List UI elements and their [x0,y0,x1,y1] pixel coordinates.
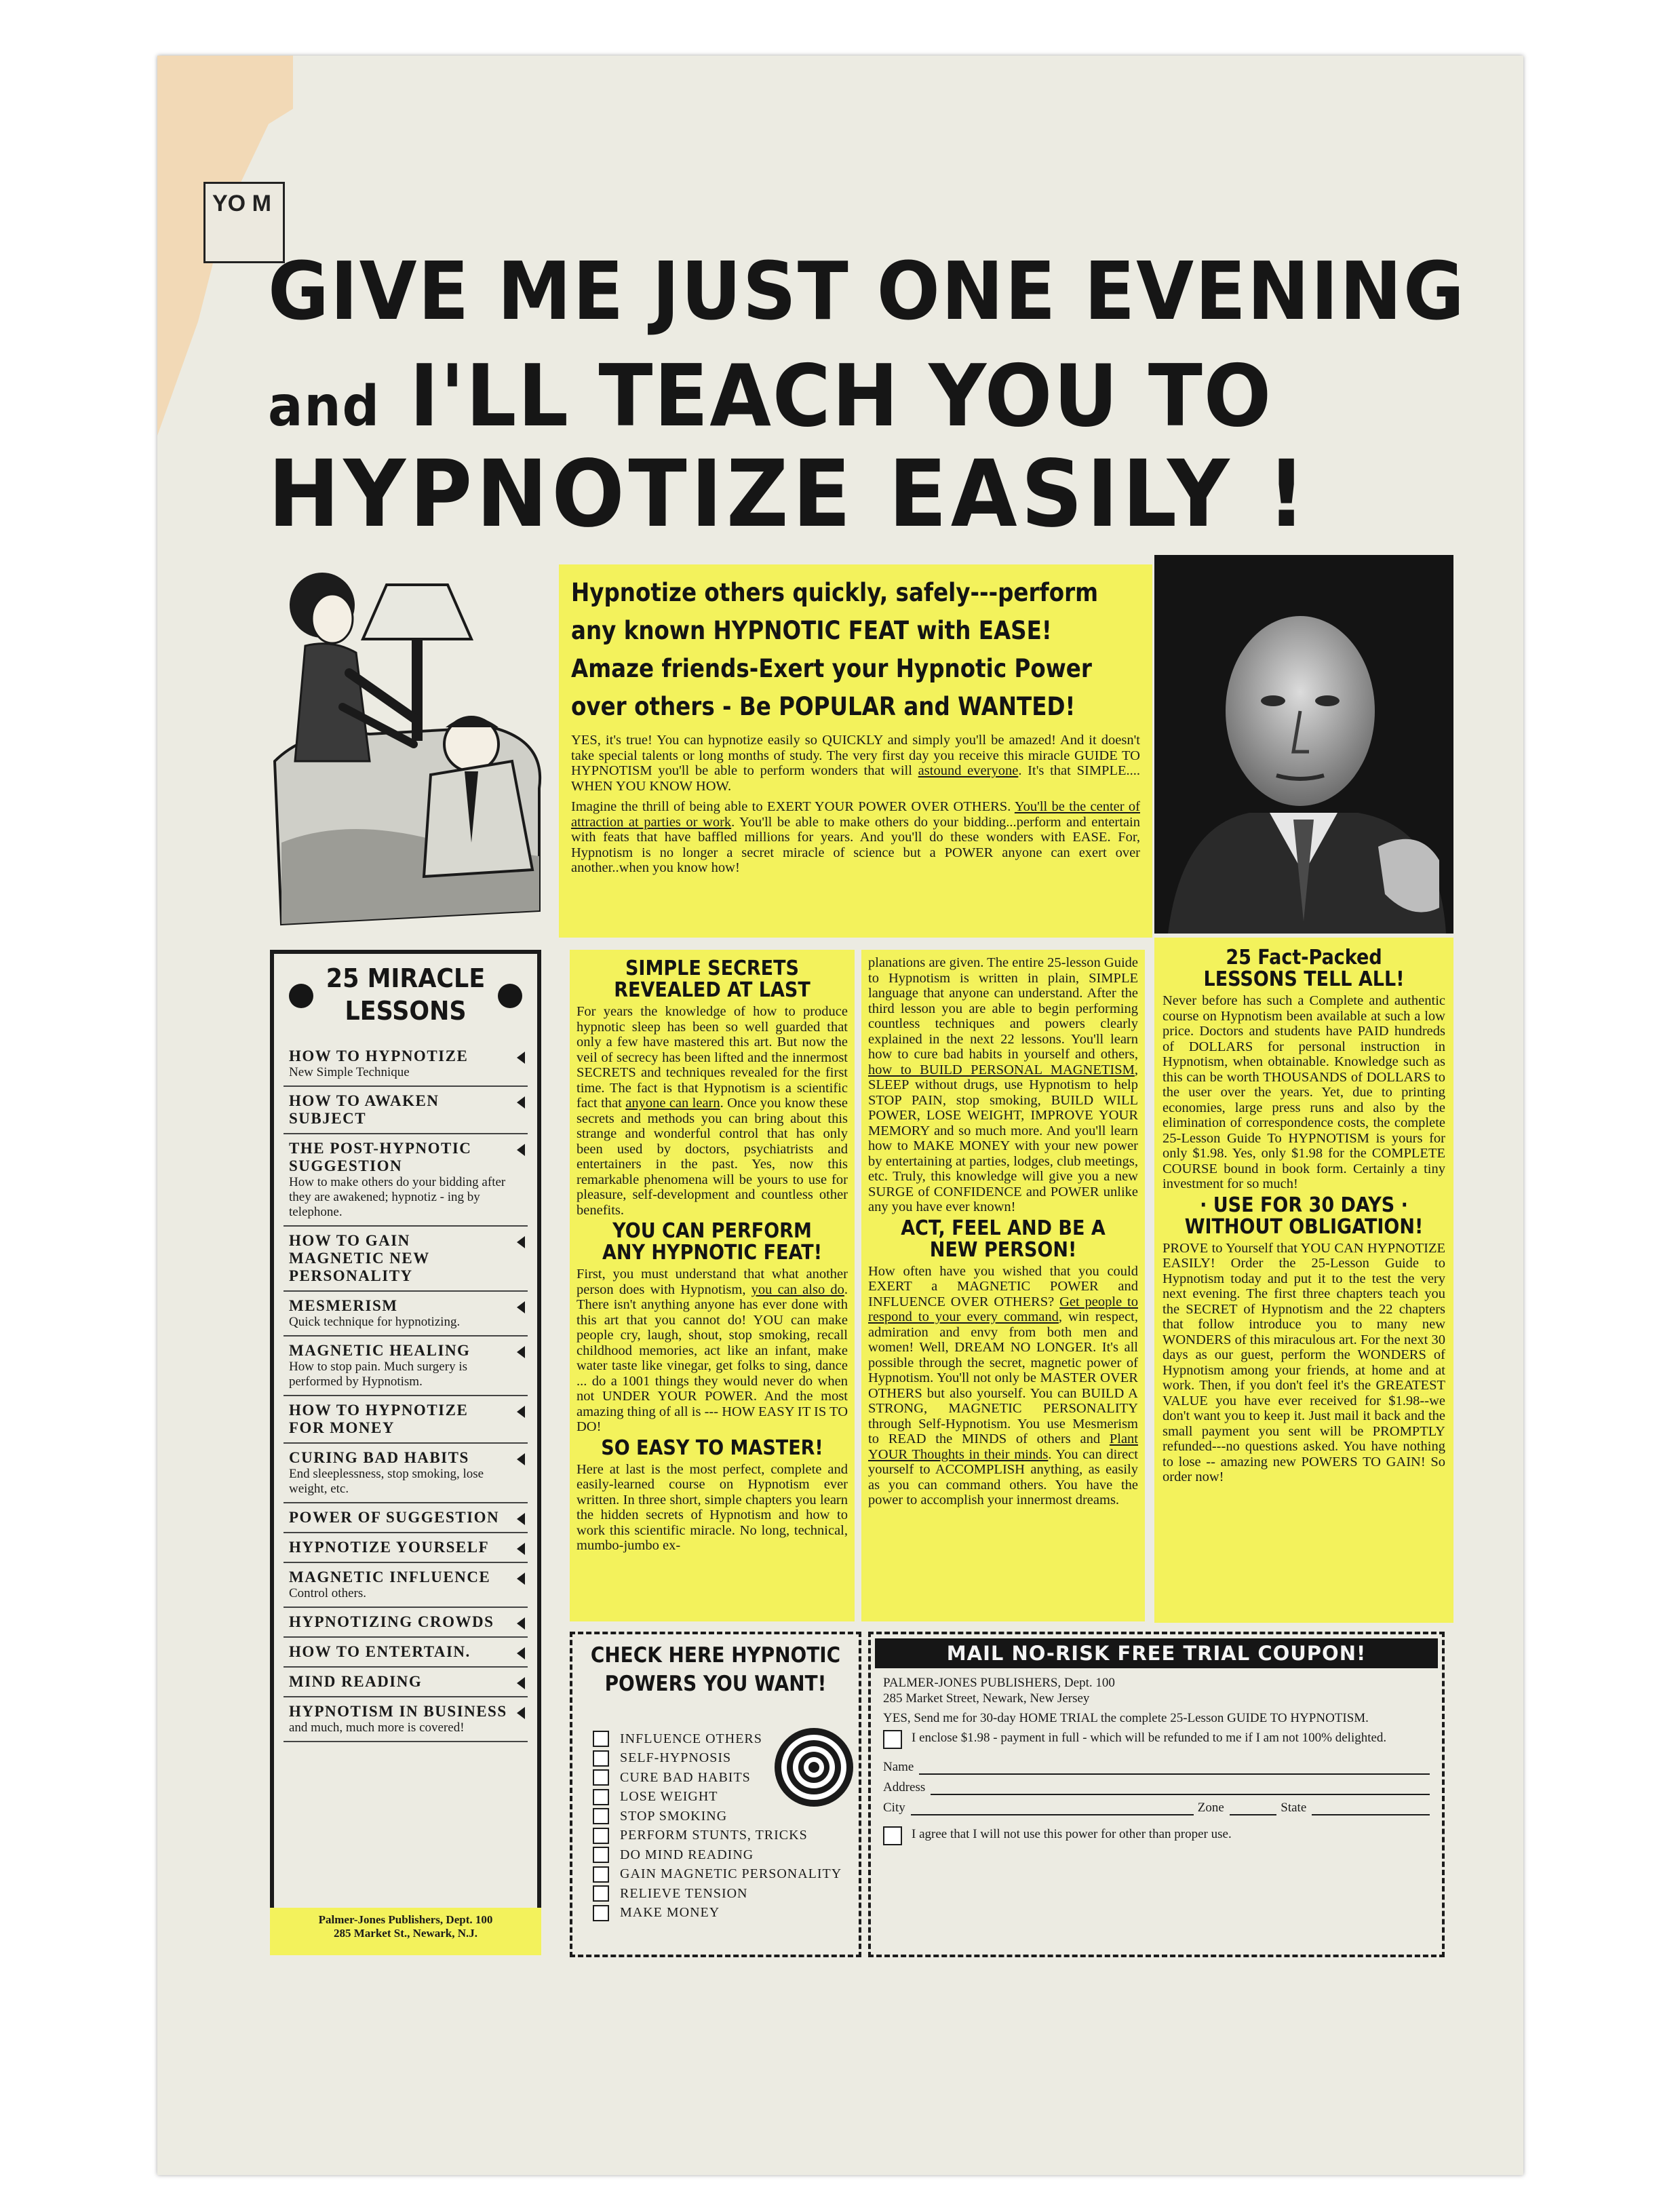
miracle-lessons-box [270,950,541,1955]
intro-p2-end: . You'll be able to make others do your bidding...perform and entertain with feats that have baffled millions for years. And you'll do these wonders with EASE. For, Hypnotism is no longer a secret miracle of science but a POWER anyone can exert over another..when you know how! [571,814,1140,875]
city-field[interactable] [911,1801,1194,1815]
checkbox[interactable] [593,1750,609,1767]
lesson-item [284,1608,528,1638]
coupon-publisher: PALMER-JONES PUBLISHERS, Dept. 100 [883,1676,1115,1690]
intro-paragraph-1 [571,733,1140,794]
checkbox[interactable] [593,1789,609,1805]
checklist-label: LOSE WEIGHT [620,1789,718,1805]
intro-panel [559,564,1152,938]
intro-p2-text: Imagine the thrill of being able to EXERT YOUR POWER OVER OTHERS. [571,799,1011,814]
pointer-arrow-icon [517,1301,525,1313]
secrets-underline: anyone can learn [625,1096,720,1111]
pointer-arrow-icon [517,1677,525,1689]
lesson-item [284,1533,528,1563]
checklist-label: MAKE MONEY [620,1905,720,1921]
heading-easy-to-master: SO EASY TO MASTER! [601,1436,823,1460]
intro-p2-underline: You'll be the center of attraction at parties or work [571,799,1140,830]
newperson-mid: , win respect, admiration and envy from both men and women! Well, DREAM NO LONGER. It's all possible through the secret, magnetic power of Hypnotism. You'll not only be MASTER OVER OTHERS but also yourself. You can BUILD A STRONG, MAGNETIC PERSONALITY through Self-Hypnotism. You use Mesmerism to READ the MINDS of others and [868,1309,1139,1446]
hypnotic-spiral-icon [773,1727,855,1808]
checkbox[interactable] [593,1905,609,1921]
lesson-description: New Simple Technique [289,1065,410,1079]
column-secrets [570,950,855,1621]
lesson-item [284,1087,528,1134]
zone-label: Zone [1197,1801,1224,1815]
zone-field[interactable] [1230,1801,1277,1815]
lesson-title: MAGNETIC HEALING [289,1342,471,1359]
state-field[interactable] [1312,1801,1430,1815]
lesson-title: HYPNOTISM IN BUSINESS [289,1703,507,1720]
headline-line-2 [268,346,1365,446]
lesson-description: End sleeplessness, stop smoking, lose weight, etc. [289,1467,484,1496]
hypnosis-illustration [268,558,553,938]
footer-publisher: Palmer-Jones Publishers, Dept. 100 [318,1913,493,1926]
lesson-item [284,1638,528,1668]
lesson-description: and much, much more is covered! [289,1720,465,1735]
lesson-description: How to stop pain. Much surgery is performed by Hypnotism. [289,1360,467,1389]
headline-and: and [268,374,380,439]
lesson-title: CURING BAD HABITS [289,1449,469,1466]
column-fact-packed [1154,938,1453,1623]
lesson-item [284,1337,528,1396]
headline-teach: I'LL TEACH YOU TO [409,346,1273,446]
checklist-item[interactable] [593,1807,842,1826]
lesson-title: HOW TO AWAKEN SUBJECT [289,1092,439,1127]
lesson-item [284,1697,528,1742]
address-label: Address [883,1780,926,1794]
checkbox[interactable] [593,1828,609,1844]
intro-headline-4: over others - Be POPULAR and WANTED! [571,692,1076,721]
checklist-heading: CHECK HERE HYPNOTIC POWERS YOU WANT! [590,1643,841,1696]
pointer-arrow-icon [517,1346,525,1358]
paragraph-feat [577,1267,848,1435]
checklist-label: RELIEVE TENSION [620,1885,748,1901]
corner-fragment: YO M [203,182,285,263]
pointer-arrow-icon [517,1543,525,1555]
lesson-item [284,1292,528,1337]
pointer-arrow-icon [517,1052,525,1064]
lesson-title: MESMERISM [289,1297,398,1314]
hypnotist-portrait [1154,555,1453,934]
checklist-label: CURE BAD HABITS [620,1769,751,1785]
paragraph-secrets [577,1004,848,1218]
paragraph-30-days: PROVE to Yourself that YOU CAN HYPNOTIZE EASILY! Order the 25-Lesson Guide to Hypnotism today and put it to the test the very next evening. The first three chapters teach you the SECRET of Hypnotism and the 22 chapters that follow introduce you to many new WONDERS of this miraculous art. For the next 30 days as our guest, perform the WONDERS of Hypnotism among your friends, at home and at work. Then, if you don't feel it's the GREATEST VALUE you have ever received for $1.98--we don't want you to keep it. Just mail it back and the small payment you sent will be PROMPTLY refunded---no questions asked. You have nothing to lose -- amazing new POWERS TO GAIN! So order now! [1163,1240,1445,1484]
coupon-heading: MAIL NO-RISK FREE TRIAL COUPON! [875,1638,1438,1668]
lesson-title: MAGNETIC INFLUENCE [289,1569,491,1585]
pointer-arrow-icon [517,1236,525,1248]
lesson-item [284,1134,528,1227]
secrets-text: For years the knowledge of how to produce hypnotic sleep has been so well guarded that only a few have mastered this art. But now the veil of secrecy has been lifted and the innermost SECRETS and techniques revealed for the first time. The fact is that Hypnotism is a scientific fact that [577,1004,848,1111]
coupon-request: YES, Send me for 30-day HOME TRIAL the complete 25-Lesson GUIDE TO HYPNOTISM. [883,1711,1369,1725]
checklist-item[interactable] [593,1826,842,1846]
checklist-label: INFLUENCE OTHERS [620,1731,762,1746]
lesson-item [284,1503,528,1533]
lesson-item [284,1042,528,1087]
city-label: City [883,1801,905,1815]
lesson-title: HOW TO HYPNOTIZE [289,1047,469,1064]
checklist-item[interactable] [593,1904,842,1923]
agree-checkbox[interactable] [883,1826,902,1845]
newperson-text: How often have you wished that you could EXERT a MAGNETIC POWER and INFLUENCE OVER OTHERS? [868,1263,1138,1309]
heading-new-person: ACT, FEEL AND BE A NEW PERSON! [901,1216,1106,1262]
intro-p1-text: YES, it's true! You can hypnotize easily so QUICKLY and simply you'll be amazed! And it doesn't take special talents or long months of study. The very first day you receive this miracle GUIDE TO HYPNOTISM you'll be able to perform wonders that will [571,733,1140,778]
lesson-description: How to make others do your bidding after they are awakened; hypnotiz - ing by telephone. [289,1175,506,1219]
pointer-arrow-icon [517,1573,525,1585]
coupon-enclose: I enclose $1.98 - payment in full - which will be refunded to me if I am not 100% delighted. [912,1731,1387,1745]
intro-p1-underline: astound everyone [918,763,1019,778]
paragraph-master: Here at last is the most perfect, complete and easily-learned course on Hypnotism ever written. In three short, simple chapters you learn the hidden secrets of Hypnotism and how to work this scientific miracle. No long, technical, mumbo-jumbo ex- [577,1461,848,1553]
heading-30-days: · USE FOR 30 DAYS · WITHOUT OBLIGATION! [1184,1193,1424,1239]
feat-end: . There isn't anything anyone has ever done with this art that you cannot do! YOU can make people cry, laugh, shout, stop smoking, recall childhood memories, act like an infant, make water taste like vinegar, get folks to sing, dance ... do a 1001 things they would never do when not UNDER YOUR POWER. And the most amazing thing of all is --- HOW EASY IT IS TO DO! [577,1282,848,1434]
lesson-item [284,1227,528,1292]
newperson-underline-2: Plant YOUR Thoughts in their minds [868,1431,1138,1462]
explanations-text: planations are given. The entire 25-lesson Guide to Hypnotism is written in plain, SIMPLE language that anyone can understand. After the third lesson you are able to begin performing countless techniques and powers clearly explained in the next 22 lessons. You'll learn how to cure bad habits in yourself and others, [868,955,1138,1062]
coupon-address: 285 Market Street, Newark, New Jersey [883,1691,1090,1706]
intro-headline-3: Amaze friends-Exert your Hypnotic Power [571,654,1092,683]
lesson-description: Quick technique for hypnotizing. [289,1315,461,1329]
explanations-end: , SLEEP without drugs, use Hypnotism to help STOP PAIN, stop smoking, BUILD WILL POWER, LOSE WEIGHT, IMPROVE YOUR MEMORY and so much more. And you'll learn how to MAKE MONEY with your new power by entertaining at parties, lodges, club meetings, etc. Truly, this knowledge will give you a new SURGE of CONFIDENCE and POWER unlike any you have ever known! [868,1062,1138,1214]
lesson-title: POWER OF SUGGESTION [289,1509,500,1526]
enclose-checkbox[interactable] [883,1730,902,1749]
checklist-item[interactable] [593,1884,842,1904]
name-field[interactable] [919,1760,1430,1775]
lessons-footer [270,1908,541,1955]
pointer-arrow-icon [517,1513,525,1525]
checklist-label: GAIN MAGNETIC PERSONALITY [620,1866,842,1882]
footer-address: 285 Market St., Newark, N.J. [334,1927,477,1940]
checkbox[interactable] [593,1769,609,1786]
state-label: State [1281,1801,1307,1815]
lesson-item [284,1444,528,1503]
paragraph-fact-packed: Never before has such a Complete and authentic course on Hypnotism been available at such a low price. Doctors and students have PAID hundreds of DOLLARS for personal instruction in Hypnotism, when obtainable. Knowledge such as this can be worth THOUSANDS of DOLLARS to the user over the years. Yet, due to printing economies, large press runs and also by the elimination of correspondence costs, the complete 25-Lesson Guide To HYPNOTISM is yours for only $1.98. Yes, only $1.98 for the COMPLETE COURSE bound in book form. Certainly a tiny investment for so much! [1163,993,1445,1191]
lesson-title: HYPNOTIZE YOURSELF [289,1539,490,1556]
name-label: Name [883,1760,914,1774]
lesson-title: HOW TO GAIN MAGNETIC NEW PERSONALITY [289,1232,430,1284]
checklist-label: STOP SMOKING [620,1808,728,1824]
trial-coupon [868,1632,1445,1957]
pointer-arrow-icon [517,1096,525,1109]
lesson-title: THE POST-HYPNOTIC SUGGESTION [289,1140,472,1174]
paragraph-new-person [868,1264,1138,1508]
newperson-end: . You can direct yourself to ACCOMPLISH anything, as easily as you can command others. You have the power to accomplish your innermost dreams. [868,1446,1139,1507]
lesson-title: HOW TO ENTERTAIN. [289,1643,471,1660]
intro-headline-1: Hypnotize others quickly, safely---perform [571,578,1099,607]
checkbox[interactable] [593,1866,609,1883]
checklist-label: SELF-HYPNOSIS [620,1750,732,1766]
pointer-arrow-icon [517,1707,525,1719]
heading-simple-secrets: SIMPLE SECRETS REVEALED AT LAST [614,957,810,1002]
headline-line-3: HYPNOTIZE EASILY ! [268,441,1310,548]
intro-headline-2: any known HYPNOTIC FEAT with EASE! [571,616,1052,645]
newperson-underline: Get people to respond to your every command [868,1294,1138,1324]
coupon-agree: I agree that I will not use this power for other than proper use. [912,1827,1232,1841]
checkbox[interactable] [593,1847,609,1863]
lessons-heading: 25 MIRACLE LESSONS [326,963,486,1026]
intro-paragraph-2 [571,799,1140,876]
feat-text: First, you must understand that what another person does with Hypnotism, [577,1267,848,1297]
explanations-underline: how to BUILD PERSONAL MAGNETISM [868,1062,1135,1077]
lesson-title: MIND READING [289,1673,423,1690]
lesson-item [284,1563,528,1608]
column-new-person [861,950,1145,1621]
address-field[interactable] [931,1780,1430,1795]
checklist-item[interactable] [593,1845,842,1865]
lesson-item [284,1668,528,1697]
checkbox[interactable] [593,1731,609,1747]
checkbox[interactable] [593,1808,609,1824]
pointer-arrow-icon [517,1617,525,1630]
headline-line-1: GIVE ME JUST ONE EVENING [268,244,1466,338]
pointer-arrow-icon [517,1647,525,1659]
pointer-arrow-icon [517,1453,525,1465]
heading-any-feat: YOU CAN PERFORM ANY HYPNOTIC FEAT! [602,1219,823,1265]
secrets-end: . Once you know these secrets and methods you can bring about this strange and wonderful control that has only been used by doctors, psychiatrists and entertainers in the past. Yes, now this remarkable phenomena will be yours to use for pleasure, self-development and countless other benefits. [577,1096,848,1218]
lesson-title: HYPNOTIZING CROWDS [289,1613,494,1630]
lesson-item [284,1396,528,1444]
checkbox[interactable] [593,1885,609,1902]
pointer-arrow-icon [517,1406,525,1418]
checklist-item[interactable] [593,1865,842,1885]
feat-underline: you can also do [751,1282,844,1297]
lesson-title: HOW TO HYPNOTIZE FOR MONEY [289,1402,469,1436]
intro-body [571,733,1140,876]
lesson-description: Control others. [289,1586,366,1600]
paragraph-explanations [868,955,1138,1215]
heading-fact-packed: 25 Fact-Packed LESSONS TELL ALL! [1203,946,1405,991]
checklist-label: DO MIND READING [620,1847,754,1862]
lesson-list [284,1042,528,1742]
intro-p1-end: . It's that SIMPLE.... WHEN YOU KNOW HOW. [571,763,1140,794]
pointer-arrow-icon [517,1144,525,1156]
checklist-label: PERFORM STUNTS, TRICKS [620,1828,808,1843]
